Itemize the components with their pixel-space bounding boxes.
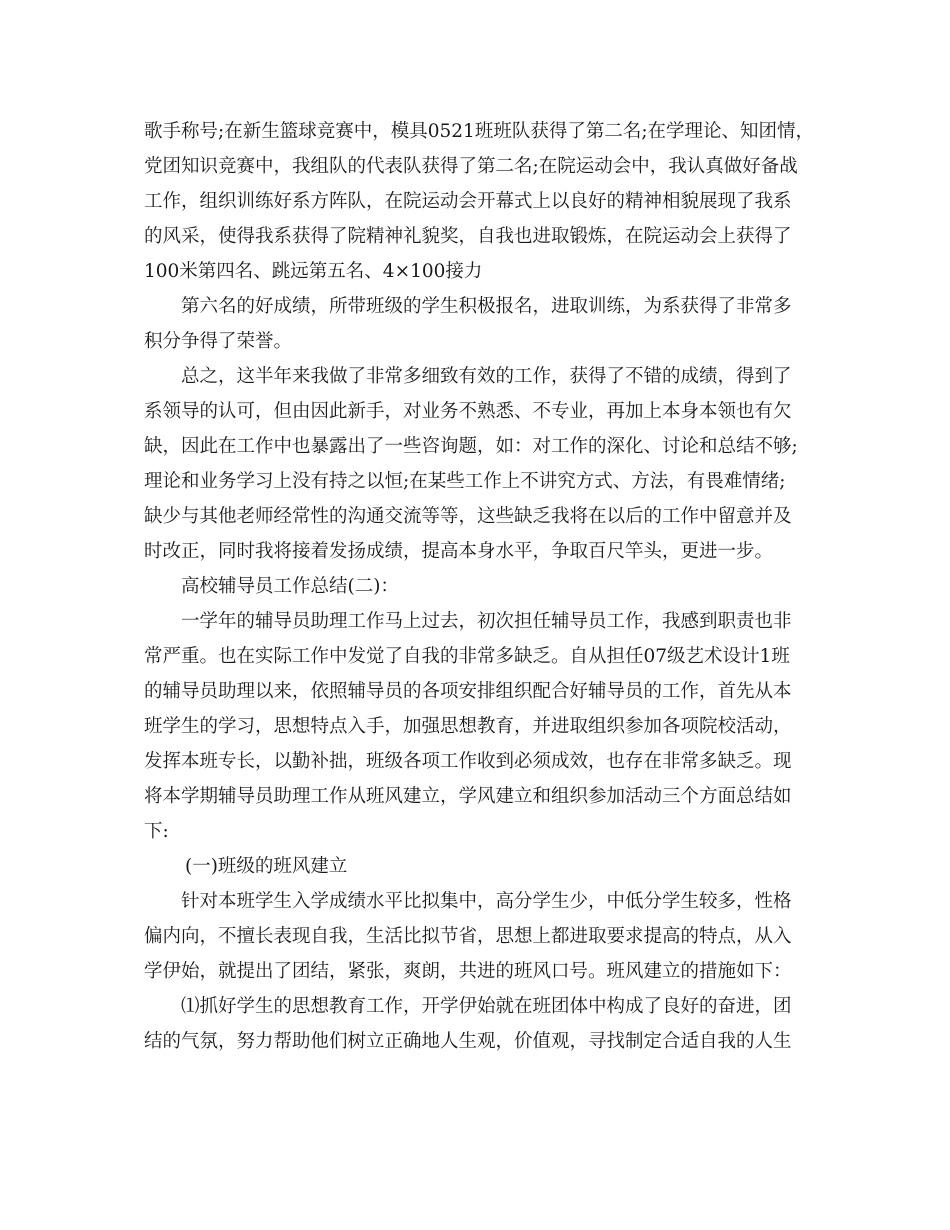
text-line: 下: <box>144 821 169 842</box>
text-line: 积分争得了荣誉。 <box>144 331 293 352</box>
subsection-heading: (一)班级的班风建立 <box>185 856 348 877</box>
text-line: 缺少与其他老师经常性的沟通交流等等，这些缺乏我将在以后的工作中留意并及 <box>144 506 792 527</box>
text-line: 工作，组织训练好系方阵队，在院运动会开幕式上以良好的精神相貌展现了我系 <box>144 191 792 212</box>
text-line: 发挥本班专长，以勤补拙，班级各项工作收到必须成效，也存在非常多缺乏。现 <box>144 751 792 772</box>
text-line: 偏内向，不擅长表现自我，生活比拟节省，思想上都进取要求提高的特点，从入 <box>144 926 792 947</box>
text-line: ⑴抓好学生的思想教育工作，开学伊始就在班团体中构成了良好的奋进，团 <box>181 996 792 1017</box>
text-line: 班学生的学习，思想特点入手，加强思想教育，并进取组织参加各项院校活动， <box>144 716 792 737</box>
text-line: 100米第四名、跳远第五名、4×100接力 <box>144 261 483 282</box>
section-heading: 高校辅导员工作总结(二)： <box>181 576 399 597</box>
text-line: 时改正，同时我将接着发扬成绩，提高本身水平，争取百尺竿头，更进一步。 <box>144 541 774 562</box>
text-line: 将本学期辅导员助理工作从班风建立，学风建立和组织参加活动三个方面总结如 <box>144 786 792 807</box>
text-line: 缺，因此在工作中也暴露出了一些咨询题，如：对工作的深化、讨论和总结不够; <box>144 436 798 457</box>
text-line: 党团知识竞赛中，我组队的代表队获得了第二名;在院运动会中，我认真做好备战 <box>144 156 798 177</box>
text-line: 一学年的辅导员助理工作马上过去，初次担任辅导员工作，我感到职责也非 <box>181 611 792 632</box>
text-line: 学伊始，就提出了团结，紧张，爽朗，共进的班风口号。班风建立的措施如下： <box>144 961 792 982</box>
text-line: 第六名的好成绩，所带班级的学生积极报名，进取训练，为系获得了非常多 <box>181 296 792 317</box>
text-line: 结的气氛，努力帮助他们树立正确地人生观，价值观，寻找制定合适自我的人生 <box>144 1031 792 1052</box>
text-line: 理论和业务学习上没有持之以恒;在某些工作上不讲究方式、方法，有畏难情绪; <box>144 471 786 492</box>
text-line: 的辅导员助理以来，依照辅导员的各项安排组织配合好辅导员的工作，首先从本 <box>144 681 792 702</box>
text-line: 常严重。也在实际工作中发觉了自我的非常多缺乏。自从担任07级艺术设计1班 <box>144 646 790 667</box>
text-line: 的风采，使得我系获得了院精神礼貌奖，自我也进取锻炼，在院运动会上获得了 <box>144 226 792 247</box>
text-line: 针对本班学生入学成绩水平比拟集中，高分学生少，中低分学生较多，性格 <box>181 891 792 912</box>
document-body <box>144 114 814 1059</box>
text-line: 系领导的认可，但由因此新手，对业务不熟悉、不专业，再加上本身本领也有欠 <box>144 401 792 422</box>
text-line: 歌手称号;在新生篮球竞赛中，模具0521班班队获得了第二名;在学理论、知团情， <box>144 121 814 142</box>
text-line: 总之，这半年来我做了非常多细致有效的工作，获得了不错的成绩，得到了 <box>181 366 792 387</box>
